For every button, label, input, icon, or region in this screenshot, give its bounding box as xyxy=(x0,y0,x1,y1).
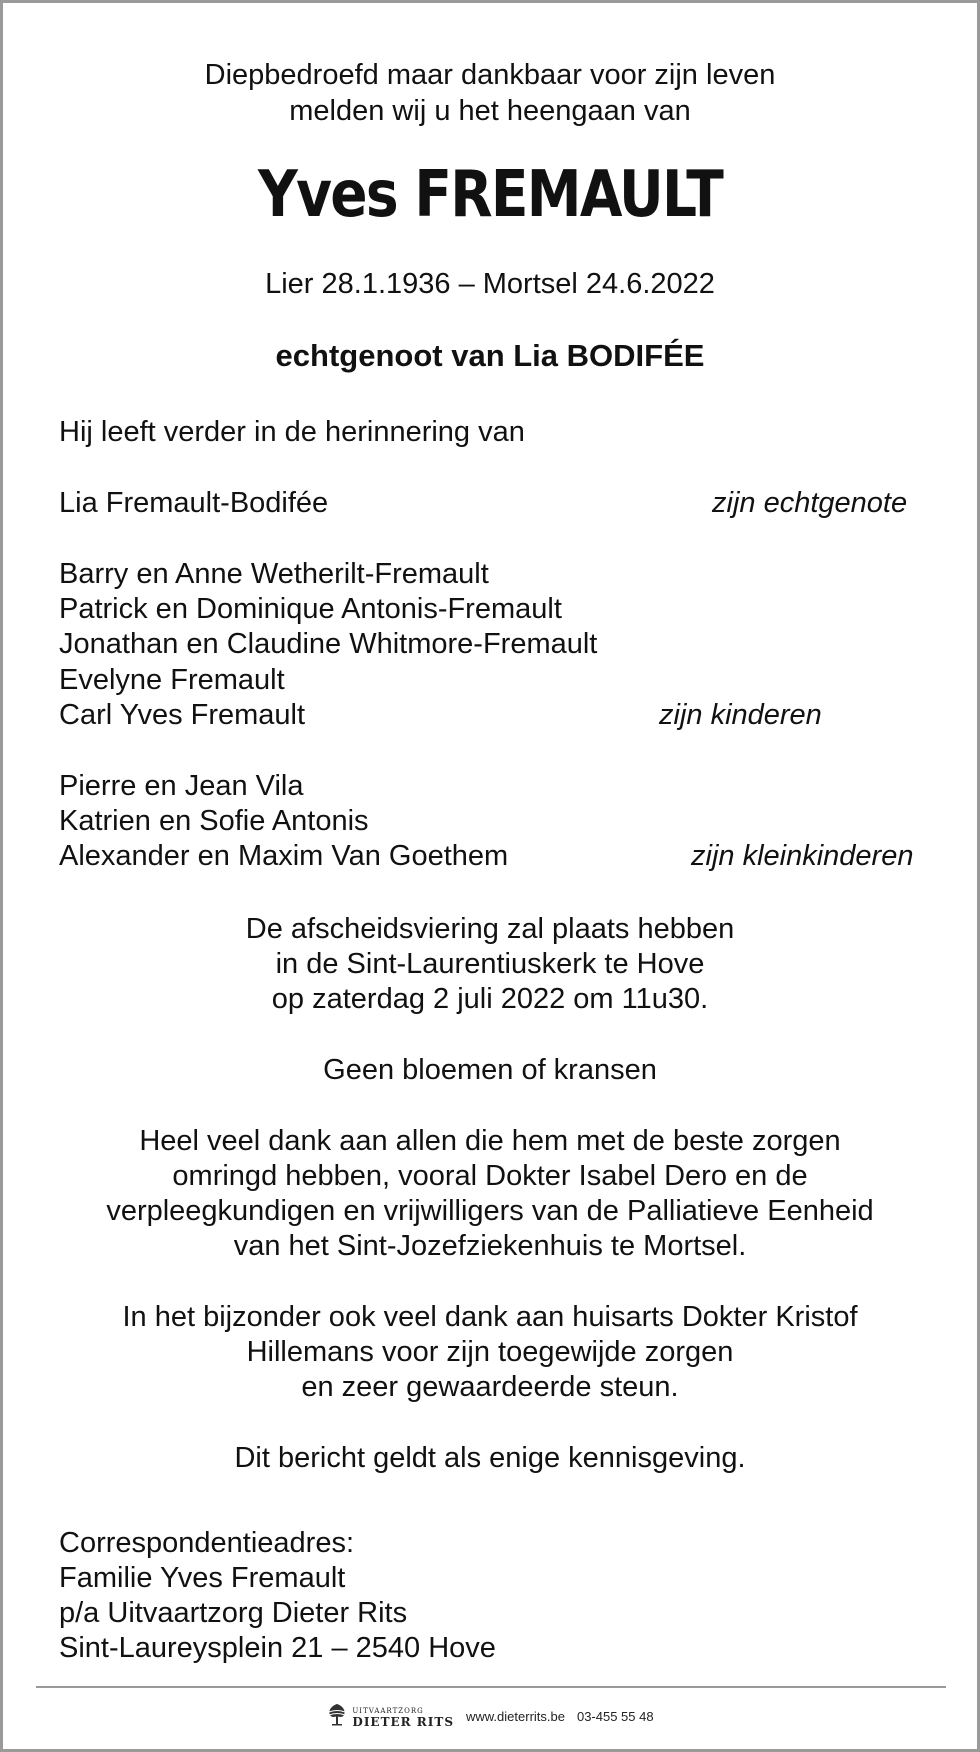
thanks-line: omringd hebben, vooral Dokter Isabel Dero en de xyxy=(172,1160,808,1192)
ceremony-line: in de Sint-Laurentiuskerk te Hove xyxy=(275,948,705,980)
grandchild-name: Katrien en Sofie Antonis xyxy=(59,805,369,837)
footer-divider xyxy=(36,1686,946,1688)
children-relation: zijn kinderen xyxy=(659,699,822,731)
correspondence-line: Sint-Laureysplein 21 – 2540 Hove xyxy=(59,1632,496,1664)
ceremony-line: De afscheidsviering zal plaats hebben xyxy=(245,913,735,945)
child-name: Barry en Anne Wetherilt-Fremault xyxy=(59,558,489,590)
grandchildren-relation: zijn kleinkinderen xyxy=(691,840,914,872)
child-name: Patrick en Dominique Antonis-Fremault xyxy=(59,593,562,625)
thanks-line: Hillemans voor zijn toegewijde zorgen xyxy=(246,1336,734,1368)
correspondence-line: p/a Uitvaartzorg Dieter Rits xyxy=(59,1597,408,1629)
spouse-name: Lia Fremault-Bodifée xyxy=(59,487,329,519)
grandchild-name: Alexander en Maxim Van Goethem xyxy=(59,840,509,872)
tree-icon xyxy=(326,1703,348,1730)
ceremony-line: op zaterdag 2 juli 2022 om 11u30. xyxy=(271,983,709,1015)
grandchild-name: Pierre en Jean Vila xyxy=(59,770,304,802)
thanks-line: van het Sint-Jozefziekenhuis te Mortsel. xyxy=(233,1230,747,1262)
correspondence-line: Correspondentieadres: xyxy=(59,1527,355,1559)
life-dates: Lier 28.1.1936 – Mortsel 24.6.2022 xyxy=(265,268,715,300)
intro-line-2: melden wij u het heengaan van xyxy=(289,95,691,127)
correspondence-line: Familie Yves Fremault xyxy=(59,1562,346,1594)
logo-big-text: DIETER RITS xyxy=(352,1714,454,1729)
thanks-line: verpleegkundigen en vrijwilligers van de Palliatieve Eenheid xyxy=(106,1195,874,1227)
spouse-relation: zijn echtgenote xyxy=(712,487,908,519)
thanks-line: en zeer gewaardeerde steun. xyxy=(301,1371,679,1403)
footer xyxy=(3,1703,977,1730)
thanks-line: In het bijzonder ook veel dank aan huisarts Dokter Kristof xyxy=(122,1301,858,1333)
phone-number: 03-455 55 48 xyxy=(576,1709,654,1724)
spouse-line: echtgenoot van Lia BODIFÉE xyxy=(275,338,705,373)
deceased-name: Yves FREMAULT xyxy=(257,158,723,232)
intro-line-1: Diepbedroefd maar dankbaar voor zijn leven xyxy=(204,59,776,91)
notice-line: Dit bericht geldt als enige kennisgeving. xyxy=(234,1442,746,1474)
logo-small-text: UITVAARTZORG xyxy=(352,1706,424,1715)
website-link[interactable]: www.dieterrits.be xyxy=(465,1709,565,1724)
thanks-line: Heel veel dank aan allen die hem met de beste zorgen xyxy=(139,1125,841,1157)
flowers-note: Geen bloemen of kransen xyxy=(323,1054,657,1086)
child-name: Evelyne Fremault xyxy=(59,664,285,696)
child-name: Carl Yves Fremault xyxy=(59,699,306,731)
memory-intro: Hij leeft verder in de herinnering van xyxy=(59,416,525,448)
child-name: Jonathan en Claudine Whitmore-Fremault xyxy=(59,628,598,660)
funeral-home-logo xyxy=(326,1703,454,1730)
